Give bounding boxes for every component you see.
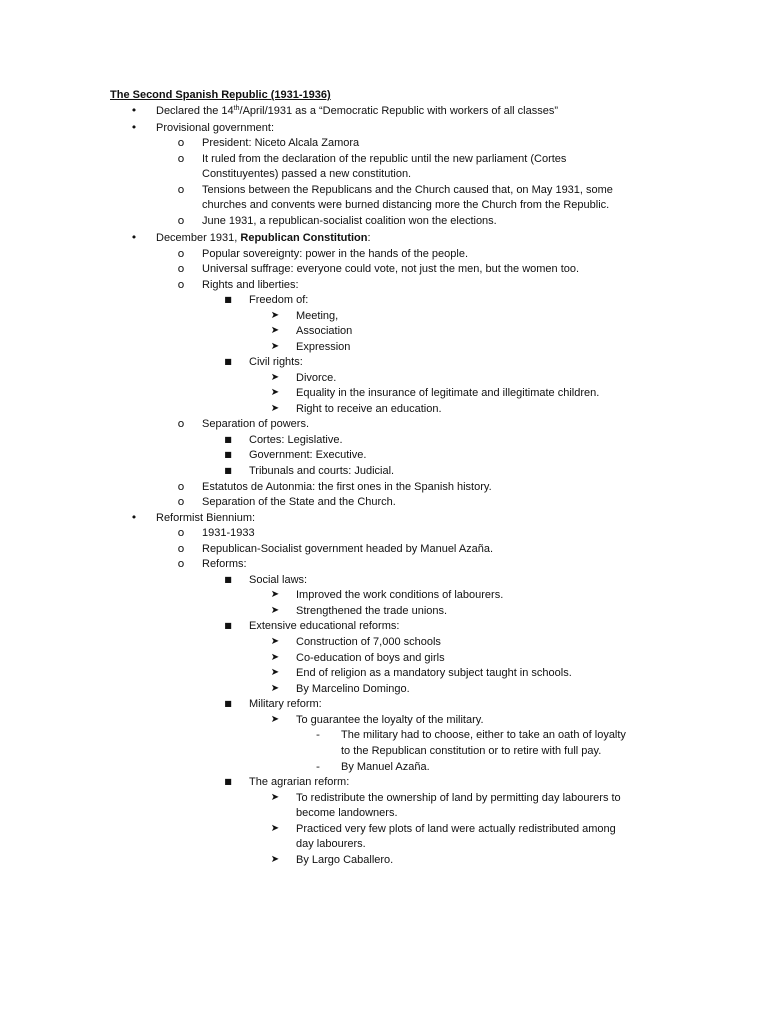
item-text	[202, 135, 359, 151]
list-item	[0, 556, 768, 572]
arrow-bullet-icon: ➤	[270, 341, 280, 352]
list-item	[0, 634, 768, 650]
text-run: Freedom of:	[249, 294, 309, 306]
item-text	[249, 572, 307, 588]
arrow-bullet-icon: ➤	[270, 792, 280, 803]
dash-bullet-icon: -	[316, 728, 320, 741]
text-run: By Largo Caballero.	[296, 854, 394, 866]
square-bullet-icon: ■	[224, 435, 232, 444]
list-item	[0, 572, 768, 588]
list-item	[0, 213, 768, 229]
text-run: Separation of powers.	[202, 418, 310, 430]
list-item	[0, 852, 768, 868]
item-text	[296, 323, 352, 339]
arrow-bullet-icon: ➤	[270, 683, 280, 694]
item-text	[202, 182, 613, 198]
item-text	[202, 151, 566, 167]
text-run: Tensions between the Republicans and the Church caused that, on May 1931, some	[202, 184, 613, 196]
text-run: 1931-1933	[202, 527, 255, 539]
text-run: Declared the 14	[156, 105, 234, 117]
list-item	[0, 790, 768, 806]
item-text	[296, 603, 447, 619]
text-run: Tribunals and courts: Judicial.	[249, 465, 395, 477]
text-run: Provisional government:	[156, 122, 275, 134]
list-item	[0, 432, 768, 448]
list-item	[0, 743, 768, 759]
bullet-icon: •	[130, 121, 138, 134]
item-text	[341, 727, 626, 743]
list-item	[0, 603, 768, 619]
item-text	[249, 292, 308, 308]
text-run: Practiced very few plots of land were actually redistributed among	[296, 823, 616, 835]
item-text	[202, 213, 497, 229]
item-text	[202, 494, 396, 510]
list-item	[0, 805, 768, 821]
bold-text: Republican Constitution	[240, 232, 368, 244]
item-text	[202, 277, 299, 293]
arrow-bullet-icon: ➤	[270, 605, 280, 616]
circle-bullet-icon: o	[177, 214, 185, 227]
list-item	[0, 541, 768, 557]
square-bullet-icon: ■	[224, 699, 232, 708]
item-text	[296, 308, 338, 324]
document-title: The Second Spanish Republic (1931-1936)	[110, 89, 331, 101]
item-text	[296, 385, 599, 401]
text-run: Reformist Biennium:	[156, 512, 256, 524]
list-item	[0, 339, 768, 355]
list-item	[0, 261, 768, 277]
text-run: to the Republican constitution or to retire with full pay.	[341, 745, 602, 757]
text-run: Co-education of boys and girls	[296, 652, 445, 664]
text-run: Divorce.	[296, 372, 337, 384]
item-text	[296, 650, 445, 666]
item-text	[249, 354, 303, 370]
circle-bullet-icon: o	[177, 542, 185, 555]
list-item	[0, 727, 768, 743]
superscript-text: th	[233, 105, 240, 112]
text-run: Constituyentes) passed a new constitution.	[202, 168, 412, 180]
text-run: Universal suffrage: everyone could vote, not just the men, but the women too.	[202, 263, 580, 275]
arrow-bullet-icon: ➤	[270, 310, 280, 321]
item-text	[296, 681, 410, 697]
list-item	[0, 821, 768, 837]
text-run: Social laws:	[249, 574, 308, 586]
list-item	[0, 774, 768, 790]
bullet-icon: •	[130, 231, 138, 244]
bullet-icon: •	[130, 104, 138, 117]
item-text	[296, 836, 366, 852]
item-text	[296, 852, 393, 868]
circle-bullet-icon: o	[177, 417, 185, 430]
item-text	[296, 805, 398, 821]
text-run: Association	[296, 325, 353, 337]
item-text	[249, 463, 394, 479]
circle-bullet-icon: o	[177, 152, 185, 165]
item-text	[296, 821, 616, 837]
arrow-bullet-icon: ➤	[270, 636, 280, 647]
item-text	[156, 230, 371, 246]
list-item	[0, 230, 768, 246]
list-item	[0, 650, 768, 666]
list-item	[0, 385, 768, 401]
item-text	[249, 774, 349, 790]
text-run: Republican-Socialist government headed by Manuel Azaña.	[202, 543, 494, 555]
text-run: Rights and liberties:	[202, 279, 299, 291]
item-text	[341, 743, 601, 759]
item-text	[296, 401, 442, 417]
item-text	[202, 261, 579, 277]
arrow-bullet-icon: ➤	[270, 589, 280, 600]
text-run: Expression	[296, 341, 351, 353]
list-item	[0, 463, 768, 479]
list-item	[0, 401, 768, 417]
list-item	[0, 135, 768, 151]
text-run: The military had to choose, either to take an oath of loyalty	[341, 729, 626, 741]
item-text	[202, 479, 492, 495]
text-run: churches and convents were burned distancing more the Church from the Republic.	[202, 199, 610, 211]
text-run: End of religion as a mandatory subject taught in schools.	[296, 667, 572, 679]
list-item	[0, 587, 768, 603]
text-run: Right to receive an education.	[296, 403, 442, 415]
bullet-icon: •	[130, 511, 138, 524]
text-run: To redistribute the ownership of land by permitting day labourers to	[296, 792, 621, 804]
text-run: The agrarian reform:	[249, 776, 350, 788]
square-bullet-icon: ■	[224, 777, 232, 786]
circle-bullet-icon: o	[177, 183, 185, 196]
circle-bullet-icon: o	[177, 136, 185, 149]
text-run: By Manuel Azaña.	[341, 761, 430, 773]
square-bullet-icon: ■	[224, 466, 232, 475]
text-run: :	[367, 232, 371, 244]
circle-bullet-icon: o	[177, 526, 185, 539]
list-item	[0, 120, 768, 136]
item-text	[249, 432, 343, 448]
text-run: June 1931, a republican-socialist coalition won the elections.	[202, 215, 497, 227]
item-text	[249, 447, 366, 463]
text-run: President: Niceto Alcala Zamora	[202, 137, 360, 149]
text-run: day labourers.	[296, 838, 366, 850]
list-item	[0, 166, 768, 182]
list-item	[0, 447, 768, 463]
list-item	[0, 479, 768, 495]
item-text	[202, 541, 493, 557]
text-run: It ruled from the declaration of the republic until the new parliament (Cortes	[202, 153, 567, 165]
square-bullet-icon: ■	[224, 357, 232, 366]
square-bullet-icon: ■	[224, 575, 232, 584]
list-item	[0, 323, 768, 339]
circle-bullet-icon: o	[177, 278, 185, 291]
circle-bullet-icon: o	[177, 262, 185, 275]
list-item	[0, 618, 768, 634]
list-item	[0, 197, 768, 213]
item-text	[296, 370, 336, 386]
arrow-bullet-icon: ➤	[270, 387, 280, 398]
text-run: Strengthened the trade unions.	[296, 605, 448, 617]
arrow-bullet-icon: ➤	[270, 823, 280, 834]
arrow-bullet-icon: ➤	[270, 372, 280, 383]
arrow-bullet-icon: ➤	[270, 854, 280, 865]
list-item	[0, 681, 768, 697]
text-run: Construction of 7,000 schools	[296, 636, 441, 648]
circle-bullet-icon: o	[177, 557, 185, 570]
item-text	[296, 790, 621, 806]
list-item	[0, 354, 768, 370]
text-run: become landowners.	[296, 807, 398, 819]
text-run: By Marcelino Domingo.	[296, 683, 410, 695]
arrow-bullet-icon: ➤	[270, 667, 280, 678]
arrow-bullet-icon: ➤	[270, 403, 280, 414]
list-item	[0, 665, 768, 681]
list-item	[0, 182, 768, 198]
list-item	[0, 277, 768, 293]
arrow-bullet-icon: ➤	[270, 652, 280, 663]
item-text	[202, 525, 255, 541]
text-run: Separation of the State and the Church.	[202, 496, 396, 508]
text-run: Popular sovereignty: power in the hands of the people.	[202, 248, 469, 260]
item-text	[249, 618, 399, 634]
text-run: Reforms:	[202, 558, 247, 570]
list-item	[0, 510, 768, 526]
text-run: Meeting,	[296, 310, 339, 322]
item-text	[156, 120, 274, 136]
item-text	[341, 759, 430, 775]
text-run: Civil rights:	[249, 356, 303, 368]
item-text	[202, 246, 468, 262]
text-run: To guarantee the loyalty of the military.	[296, 714, 484, 726]
text-run: Extensive educational reforms:	[249, 620, 400, 632]
list-item	[0, 308, 768, 324]
document-title-line	[0, 87, 768, 103]
item-text	[202, 556, 247, 572]
square-bullet-icon: ■	[224, 450, 232, 459]
text-run: Improved the work conditions of labourers.	[296, 589, 504, 601]
item-text	[249, 696, 322, 712]
text-run: Government: Executive.	[249, 449, 367, 461]
list-item	[0, 759, 768, 775]
item-text	[156, 103, 558, 119]
text-run: /April/1931 as a “Democratic Republic with workers of all classes”	[239, 105, 559, 117]
circle-bullet-icon: o	[177, 247, 185, 260]
text-run: Military reform:	[249, 698, 322, 710]
item-text	[296, 665, 572, 681]
square-bullet-icon: ■	[224, 621, 232, 630]
item-text	[296, 634, 441, 650]
list-item	[0, 151, 768, 167]
text-run: December 1931,	[156, 232, 241, 244]
arrow-bullet-icon: ➤	[270, 325, 280, 336]
circle-bullet-icon: o	[177, 495, 185, 508]
text-run: Estatutos de Autonmia: the first ones in the Spanish history.	[202, 481, 492, 493]
item-text	[202, 166, 411, 182]
circle-bullet-icon: o	[177, 480, 185, 493]
item-text	[156, 510, 255, 526]
dash-bullet-icon: -	[316, 760, 320, 773]
list-item	[0, 246, 768, 262]
item-text	[202, 197, 609, 213]
item-text	[202, 416, 309, 432]
item-text	[296, 339, 350, 355]
text-run: Cortes: Legislative.	[249, 434, 343, 446]
list-item	[0, 370, 768, 386]
list-item	[0, 836, 768, 852]
item-text	[296, 712, 484, 728]
list-item	[0, 292, 768, 308]
list-item	[0, 696, 768, 712]
list-item	[0, 494, 768, 510]
text-run: Equality in the insurance of legitimate and illegitimate children.	[296, 387, 600, 399]
arrow-bullet-icon: ➤	[270, 714, 280, 725]
square-bullet-icon: ■	[224, 295, 232, 304]
list-item	[0, 525, 768, 541]
list-item	[0, 103, 768, 119]
list-item	[0, 416, 768, 432]
item-text	[296, 587, 503, 603]
list-item	[0, 712, 768, 728]
